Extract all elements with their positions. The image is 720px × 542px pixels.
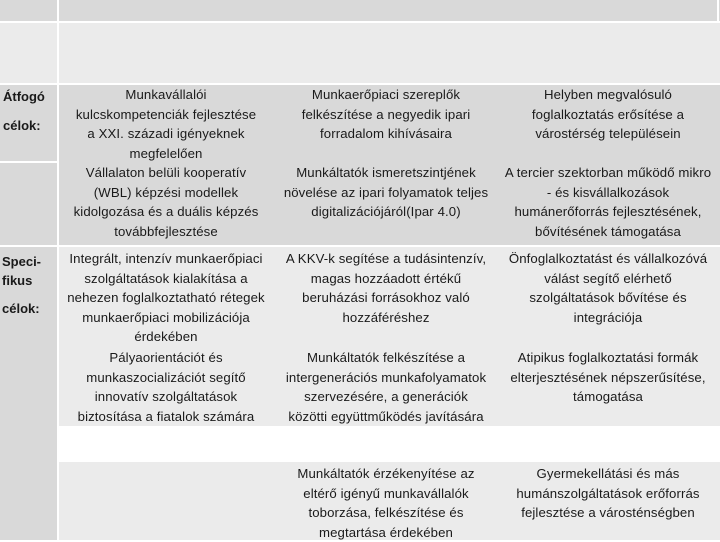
col3-row4: Atipikus foglalkoztatási formák elterjesztésének népszerűsítése, támogatása bbox=[510, 350, 706, 404]
col2-row2: Munkáltatók ismeretszintjének növelése az ipari folyamatok teljes digitalizációjáról(Ipar 4.0) bbox=[283, 165, 489, 219]
col2-row5: Munkáltatók érzékenyítése az eltérő igényű munkavállalók toborzása, felkészítése és megtartása érdekében bbox=[297, 466, 475, 540]
col1-general-goal: Munkavállalói kulcskompetenciák fejlesztése a XXI. századi igényeknek megfelelően bbox=[75, 87, 257, 161]
col2-row4: Munkáltatók felkészítése a intergenerációs munkafolyamatok szervezésére, a generációk közötti együttműködés javítására bbox=[285, 350, 487, 424]
label-speci: Speci- bbox=[2, 254, 42, 269]
col3-row3: Önfoglalkoztatást és vállalkozóvá válást segítő elérhető szolgáltatások bővítése és integrációja bbox=[508, 251, 708, 325]
label-specifikus-celok: célok: bbox=[2, 301, 40, 316]
label-atfogo: Átfogó bbox=[3, 89, 45, 104]
col3-general-goal: Helyben megvalósuló foglalkoztatás erősítése a várostérség településein bbox=[531, 87, 685, 141]
grid-line-h1 bbox=[0, 21, 720, 23]
col1-row3: Integrált, intenzív munkaerőpiaci szolgáltatások kialakítása a nehezen foglalkoztatható rétegek munkaerőpiaci mobilizációja érdekében bbox=[67, 251, 265, 344]
label-fikus: fikus bbox=[2, 273, 33, 288]
label-atfogo-celok: célok: bbox=[3, 118, 41, 133]
grid-line-h3 bbox=[0, 245, 720, 247]
col2-general-goal: Munkaerőpiaci szereplők felkészítése a negyedik ipari forradalom kihívásaira bbox=[301, 87, 471, 141]
col1-row4: Pályaorientációt és munkaszocializációt segítő innovatív szolgáltatások biztosítása a fiatalok számára bbox=[77, 350, 255, 424]
grid-line-v2 bbox=[717, 0, 719, 22]
col2-row3: A KKV-k segítése a tudásintenzív, magas hozzáadott értékű beruházási forrásokhoz való hozzáféréshez bbox=[285, 251, 487, 325]
col3-row5: Gyermekellátási és más humánszolgáltatások erőforrás fejlesztése a városténségben bbox=[516, 466, 700, 520]
col3-row2: A tercier szektorban működő mikro - és kisvállalkozások humánerőforrás fejlesztésének, bővítésének támogatása bbox=[504, 165, 712, 239]
header-top-band bbox=[0, 0, 720, 22]
specific-goals-row-3 bbox=[58, 426, 720, 462]
header-empty-band bbox=[0, 22, 720, 84]
grid-line-h4 bbox=[0, 161, 58, 163]
col1-row2: Vállalaton belüli kooperatív (WBL) képzési modellek kidolgozása és a duális képzés továbbfejlesztése bbox=[73, 165, 259, 239]
grid-line-v1 bbox=[57, 0, 59, 540]
